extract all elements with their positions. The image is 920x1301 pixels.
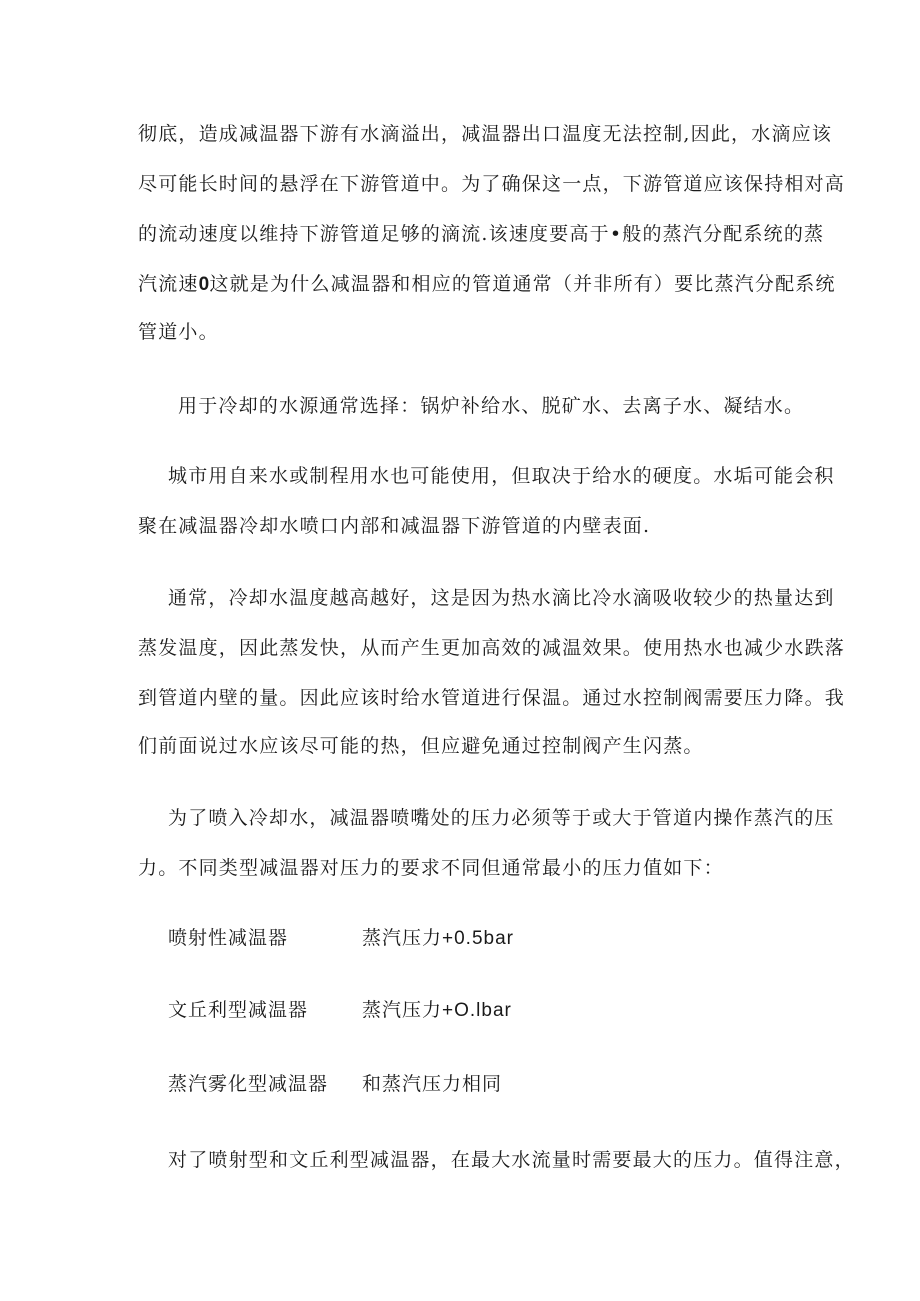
desuperheater-type: 蒸汽雾化型减温器 (168, 1073, 329, 1095)
paragraph-3-line-2: 聚在减温器冷却水喷口内部和减温器下游管道的内壁表面. (138, 515, 651, 537)
inline-mark: 0 (198, 274, 210, 295)
paragraph-2-line-1: 用于冷却的水源通常选择：锅炉补给水、脱矿水、去离子水、凝结水。 (178, 395, 805, 417)
pressure-value-offset: +O.lbar (442, 1000, 512, 1021)
paragraph-1-line-5: 管道小。 (138, 321, 219, 343)
pressure-value (362, 998, 512, 1023)
paragraph-1-line-4 (138, 272, 836, 297)
pressure-value (362, 1072, 502, 1097)
paragraph-1-line-4-end: 这就是为什么减温器和相应的管道通常（并非所有）要比蒸汽分配系统 (209, 273, 836, 295)
pressure-row-steam-atomizing (168, 1072, 503, 1096)
paragraph-4-line-1: 通常，冷却水温度越高越好，这是因为热水滴比冷水滴吸收较少的热量达到 (168, 587, 835, 609)
paragraph-4-line-3: 到管道内壁的量。因此应该时给水管道进行保温。通过水控制阀需要压力降。我 (138, 687, 846, 709)
paragraph-1-line-3: 的流动速度以维持下游管道足够的滴流.该速度要高于•般的蒸汽分配系统的蒸 (138, 223, 825, 245)
pressure-value-offset: +0.5bar (442, 928, 514, 949)
pressure-value-text: 蒸汽压力 (362, 999, 443, 1021)
pressure-value (362, 926, 514, 951)
paragraph-4-line-2: 蒸发温度，因此蒸发快，从而产生更加高效的减温效果。使用热水也减少水跌落 (138, 637, 846, 659)
pressure-value-text: 蒸汽压力 (362, 927, 443, 949)
paragraph-1-line-2: 尽可能长时间的悬浮在下游管道中。为了确保这一点，下游管道应该保持相对高 (138, 173, 846, 195)
pressure-row-venturi (168, 998, 512, 1022)
paragraph-1-line-4-start: 汽流速 (138, 273, 199, 295)
pressure-row-jet (168, 926, 514, 950)
desuperheater-type: 喷射性减温器 (168, 927, 289, 949)
paragraph-1-line-1: 彻底，造成减温器下游有水滴溢出，减温器出口温度无法控制,因此，水滴应该 (138, 123, 833, 145)
pressure-value-text: 和蒸汽压力相同 (362, 1073, 503, 1095)
desuperheater-type: 文丘利型减温器 (168, 999, 309, 1021)
paragraph-4-line-4: 们前面说过水应该尽可能的热，但应避免通过控制阀产生闪蒸。 (138, 735, 704, 757)
paragraph-5-line-2: 力。不同类型减温器对压力的要求不同但通常最小的压力值如下： (138, 857, 724, 879)
paragraph-3-line-1: 城市用自来水或制程用水也可能使用，但取决于给水的硬度。水垢可能会积 (168, 465, 835, 487)
paragraph-6-line-1: 对了喷射型和文丘利型减温器，在最大水流量时需要最大的压力。值得注意， (168, 1149, 855, 1171)
paragraph-5-line-1: 为了喷入冷却水，减温器喷嘴处的压力必须等于或大于管道内操作蒸汽的压 (168, 807, 835, 829)
